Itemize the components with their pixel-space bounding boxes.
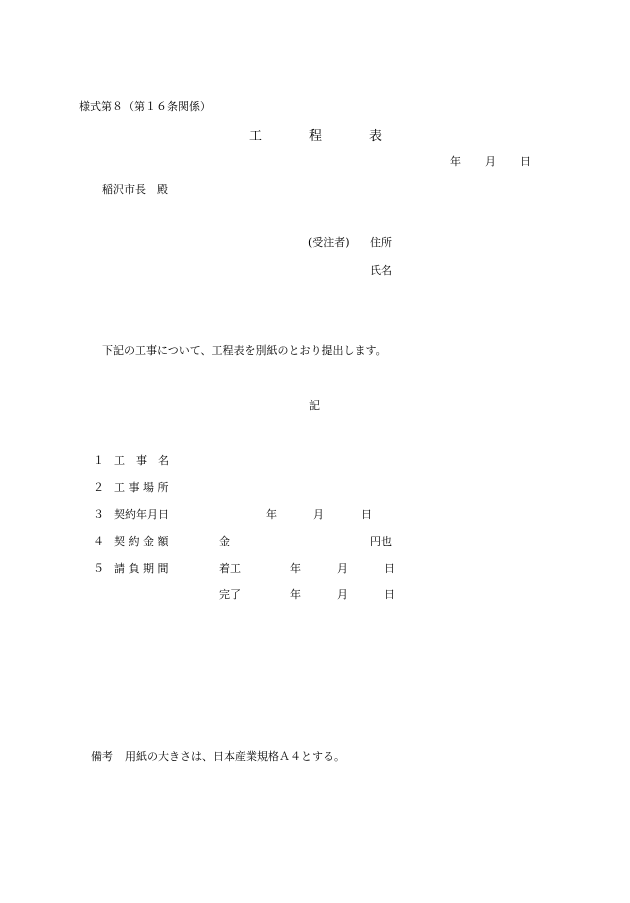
item-5-start-year-label: 年 — [290, 562, 301, 575]
item-4-suffix: 円也 — [370, 535, 392, 548]
item-5-start-month-label: 月 — [337, 562, 348, 575]
item-1-number: １ — [93, 454, 104, 467]
item-5-end-label: 完了 — [219, 588, 241, 601]
remarks-label: 備考 — [91, 750, 113, 763]
item-3-month-label: 月 — [313, 508, 324, 521]
item-3-number: ３ — [93, 508, 104, 521]
form-number-label: 様式第８（第１６条関係） — [79, 100, 211, 113]
item-5-end-month-label: 月 — [337, 588, 348, 601]
remarks-text: 用紙の大きさは、日本産業規格Ａ４とする。 — [125, 750, 345, 763]
item-4-number: ４ — [93, 535, 104, 548]
contractor-label: (受注者) — [308, 236, 350, 249]
address-label: 住所 — [370, 236, 392, 249]
name-label: 氏名 — [370, 264, 392, 277]
item-5-start-day-label: 日 — [384, 562, 395, 575]
item-1-label: 工 事 名 — [114, 454, 169, 467]
item-2-label: 工 事 場 所 — [114, 481, 169, 494]
item-2-number: ２ — [93, 481, 104, 494]
item-5-end-year-label: 年 — [290, 588, 301, 601]
item-3-label: 契約年月日 — [114, 508, 169, 521]
addressee: 稲沢市長 殿 — [102, 183, 168, 196]
item-5-number: ５ — [93, 562, 104, 575]
title-char-1: 工 — [249, 129, 263, 144]
item-5-label: 請 負 期 間 — [114, 562, 169, 575]
statement-text: 下記の工事について、工程表を別紙のとおり提出します。 — [102, 344, 387, 357]
date-year-label: 年 — [450, 155, 461, 168]
item-5-end-day-label: 日 — [384, 588, 395, 601]
item-4-prefix: 金 — [219, 535, 230, 548]
item-3-year-label: 年 — [266, 508, 277, 521]
item-4-label: 契 約 金 額 — [114, 535, 169, 548]
title-char-3: 表 — [369, 129, 383, 144]
date-month-label: 月 — [485, 155, 496, 168]
date-day-label: 日 — [520, 155, 531, 168]
item-5-start-label: 着工 — [219, 562, 241, 575]
item-3-day-label: 日 — [361, 508, 372, 521]
ki-heading: 記 — [309, 399, 320, 412]
title-char-2: 程 — [309, 129, 323, 144]
